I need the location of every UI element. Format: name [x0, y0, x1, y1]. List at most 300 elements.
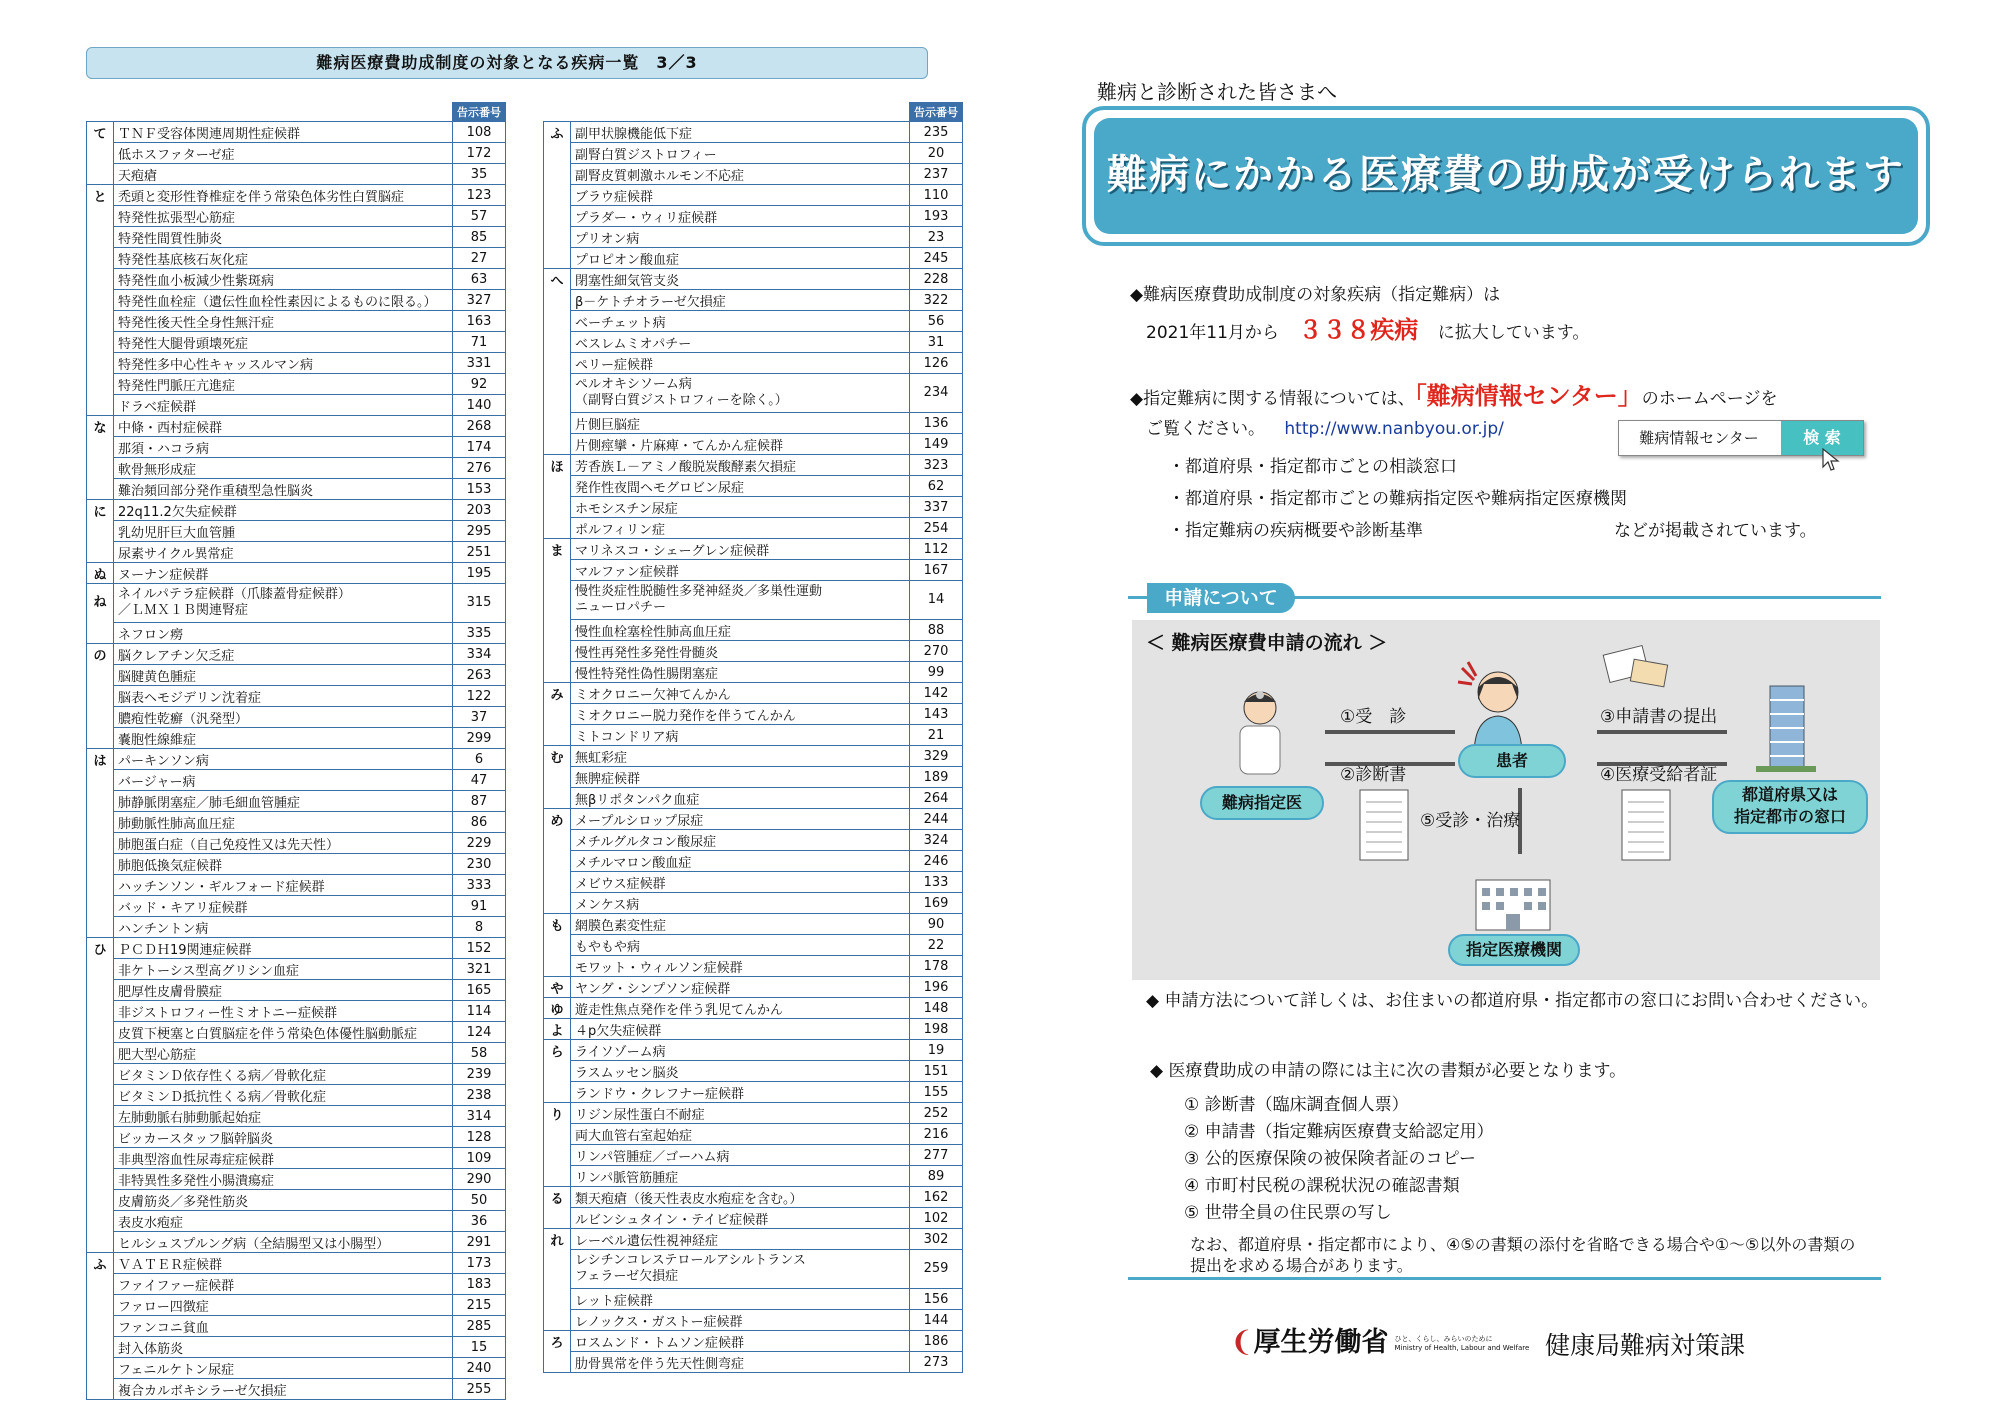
table-row: [544, 872, 963, 893]
note1: ◆ 申請方法について詳しくは、お住まいの都道府県・指定都市の窓口にお問い合わせください。: [1146, 991, 1879, 1011]
line2a: ◆指定難病に関する情報については、: [1130, 389, 1415, 409]
notice-number: 126: [910, 353, 963, 374]
label-certificate: ②診断書: [1340, 765, 1407, 785]
notice-number: 334: [453, 644, 506, 665]
flow-title: ＜ 難病医療費申請の流れ ＞: [1146, 632, 1388, 654]
table-row: [544, 788, 963, 809]
table-row: [87, 416, 506, 437]
disease-name: プラダー・ウィリ症候群: [571, 206, 910, 227]
table-row: [544, 539, 963, 560]
disease-name: 特発性血小板減少性紫斑病: [114, 269, 453, 290]
table-row: [87, 1127, 506, 1148]
kana-index: [87, 1379, 114, 1400]
table-row: [87, 728, 506, 749]
table-row: [87, 353, 506, 374]
kana-index: [544, 1124, 571, 1145]
table-row: [544, 851, 963, 872]
notice-number: 276: [453, 458, 506, 479]
search-input[interactable]: 難病情報センター: [1619, 421, 1779, 455]
disease-name: マリネスコ・シェーグレン症候群: [571, 539, 910, 560]
notice-number: 89: [910, 1166, 963, 1187]
disease-name: 特発性多中心性キャッスルマン病: [114, 353, 453, 374]
table-row: [87, 290, 506, 311]
search-button[interactable]: 検 索: [1781, 421, 1863, 455]
disease-name: 那須・ハコラ病: [114, 437, 453, 458]
disease-name: 肺胞低換気症候群: [114, 854, 453, 875]
table-row: [544, 122, 963, 143]
disease-name: ビッカースタッフ脳幹脳炎: [114, 1127, 453, 1148]
kana-index: の: [87, 644, 114, 665]
disease-name: 慢性再発性多発性骨髄炎: [571, 641, 910, 662]
notice-number: 229: [453, 833, 506, 854]
table-row: [544, 269, 963, 290]
kana-index: ぬ: [87, 563, 114, 584]
disease-name: 脳腱黄色腫症: [114, 665, 453, 686]
kana-index: [87, 1232, 114, 1253]
disease-name: 嚢胞性線維症: [114, 728, 453, 749]
notice-number: 244: [910, 809, 963, 830]
kana-index: [87, 728, 114, 749]
disease-name: ヤング・シンプソン症候群: [571, 977, 910, 998]
disease-name: ビタミンＤ抵抗性くる病／骨軟化症: [114, 1085, 453, 1106]
disease-name: バッド・キアリ症候群: [114, 896, 453, 917]
notice-number: 71: [453, 332, 506, 353]
notice-number: 27: [453, 248, 506, 269]
bottom-line: [1128, 1277, 1881, 1280]
kana-index: ひ: [87, 938, 114, 959]
disease-name: ミオクロニー欠神てんかん: [571, 683, 910, 704]
table-row: [87, 1316, 506, 1337]
notice-number: 173: [453, 1253, 506, 1274]
notice-number: 31: [910, 332, 963, 353]
disease-name: メビウス症候群: [571, 872, 910, 893]
notice-number: 270: [910, 641, 963, 662]
disease-name: 複合カルボキシラーゼ欠損症: [114, 1379, 453, 1400]
kana-index: [544, 1061, 571, 1082]
disease-name: 肥大型心筋症: [114, 1043, 453, 1064]
notice-number: 148: [910, 998, 963, 1019]
notice-number: 99: [910, 662, 963, 683]
disease-name: 片側痙攣・片麻痺・てんかん症候群: [571, 434, 910, 455]
kana-index: [544, 662, 571, 683]
disease-name: 天疱瘡: [114, 164, 453, 185]
notice-number: 6: [453, 749, 506, 770]
notice-number: 149: [910, 434, 963, 455]
disease-name: 副甲状腺機能低下症: [571, 122, 910, 143]
disease-name: 特発性大腿骨頭壊死症: [114, 332, 453, 353]
table-row: [544, 662, 963, 683]
table-row: [87, 938, 506, 959]
disease-name: ベスレムミオパチー: [571, 332, 910, 353]
kana-index: [87, 959, 114, 980]
kana-index: [87, 1316, 114, 1337]
table-row: [544, 1229, 963, 1250]
table-row: [544, 581, 963, 620]
table-row: [544, 1208, 963, 1229]
disease-name: 慢性炎症性脱髄性多発神経炎／多巣性運動 ニューロパチー: [571, 581, 910, 620]
disease-name: ラスムッセン脳炎: [571, 1061, 910, 1082]
kana-index: [87, 143, 114, 164]
table-row: [544, 1124, 963, 1145]
disease-name: メチルグルタコン酸尿症: [571, 830, 910, 851]
line1d: に拡大しています。: [1437, 323, 1590, 343]
table-row: [87, 623, 506, 644]
kana-index: [544, 893, 571, 914]
notice-number: 246: [910, 851, 963, 872]
table-row: [544, 476, 963, 497]
table-row: [87, 1295, 506, 1316]
notice-number: 165: [453, 980, 506, 1001]
table-row: [544, 455, 963, 476]
disease-name: ４p欠失症候群: [571, 1019, 910, 1040]
document-item: ② 申請書（指定難病医療費支給認定用）: [1184, 1122, 1494, 1142]
kana-index: [87, 332, 114, 353]
department: 健康局難病対策課: [1545, 1331, 1746, 1360]
kana-index: [544, 620, 571, 641]
notice-number: 196: [910, 977, 963, 998]
patient-pill: 患者: [1458, 744, 1566, 778]
notice-number: 228: [910, 269, 963, 290]
notice-number: 321: [453, 959, 506, 980]
table-row: [87, 980, 506, 1001]
col-header: 告示番号: [453, 103, 506, 122]
disease-name: ハッチンソン・ギルフォード症候群: [114, 875, 453, 896]
table-row: [544, 830, 963, 851]
disease-name: ハンチントン病: [114, 917, 453, 938]
disease-name: ビタミンＤ依存性くる病／骨軟化症: [114, 1064, 453, 1085]
table-row: [544, 809, 963, 830]
kana-index: [87, 1022, 114, 1043]
recipient-card-icon: [1620, 788, 1672, 862]
notice-number: 35: [453, 164, 506, 185]
disease-name: レーベル遺伝性視神経症: [571, 1229, 910, 1250]
disease-name: 軟骨無形成症: [114, 458, 453, 479]
kana-index: [544, 290, 571, 311]
table-row: [544, 353, 963, 374]
notice-number: 290: [453, 1169, 506, 1190]
notice-number: 252: [910, 1103, 963, 1124]
notice-number: 114: [453, 1001, 506, 1022]
table-row: [87, 332, 506, 353]
kana-index: [87, 896, 114, 917]
disease-name: 特発性門脈圧亢進症: [114, 374, 453, 395]
hospital-pill: 指定医療機関: [1448, 934, 1580, 966]
notice-number: 108: [453, 122, 506, 143]
disease-name: 非ジストロフィー性ミオトニー症候群: [114, 1001, 453, 1022]
kana-index: [87, 833, 114, 854]
notice-number: 264: [910, 788, 963, 809]
notice-number: 112: [910, 539, 963, 560]
notice-number: 215: [453, 1295, 506, 1316]
disease-name: 特発性後天性全身性無汗症: [114, 311, 453, 332]
kana-index: [87, 1337, 114, 1358]
kana-index: ふ: [544, 122, 571, 143]
disease-name: 脳表ヘモジデリン沈着症: [114, 686, 453, 707]
notice-number: 189: [910, 767, 963, 788]
kana-index: [544, 872, 571, 893]
table-row: [87, 854, 506, 875]
disease-name: 類天疱瘡（後天性表皮水疱症を含む。）: [571, 1187, 910, 1208]
line1b: 2021年11月から: [1146, 323, 1279, 343]
table-row: [87, 269, 506, 290]
table-row: [87, 1337, 506, 1358]
table-row: [87, 584, 506, 623]
disease-name: 発作性夜間ヘモグロビン尿症: [571, 476, 910, 497]
banner: [1082, 106, 1930, 246]
kana-index: [544, 434, 571, 455]
notice-number: 152: [453, 938, 506, 959]
kana-index: ふ: [87, 1253, 114, 1274]
kana-index: [87, 1064, 114, 1085]
disease-name: ヌーナン症候群: [114, 563, 453, 584]
office-pill: 都道府県又は 指定都市の窓口: [1712, 780, 1868, 834]
kana-index: [544, 1166, 571, 1187]
notice-number: 85: [453, 227, 506, 248]
kana-index: [87, 875, 114, 896]
kana-index: [87, 623, 114, 644]
kana-index: [87, 227, 114, 248]
notice-number: 295: [453, 521, 506, 542]
banner-title: 難病にかかる医療費の助成が受けられます: [1094, 118, 1918, 234]
ministry-en: Ministry of Health, Labour and Welfare: [1394, 1343, 1530, 1352]
notice-number: 314: [453, 1106, 506, 1127]
kana-index: へ: [544, 269, 571, 290]
kana-index: る: [544, 1187, 571, 1208]
notice-number: 238: [453, 1085, 506, 1106]
notice-number: 15: [453, 1337, 506, 1358]
kana-index: [87, 791, 114, 812]
disease-name: 左肺動脈右肺動脈起始症: [114, 1106, 453, 1127]
disease-name: 皮膚筋炎／多発性筋炎: [114, 1190, 453, 1211]
table-row: [544, 332, 963, 353]
table-row: [87, 374, 506, 395]
kana-index: [544, 185, 571, 206]
kana-index: [544, 374, 571, 413]
notice-number: 90: [910, 914, 963, 935]
kana-index: [544, 1145, 571, 1166]
notice-number: 128: [453, 1127, 506, 1148]
disease-name: 皮質下梗塞と白質脳症を伴う常染色体優性脳動脈症: [114, 1022, 453, 1043]
table-row: [87, 206, 506, 227]
notice-number: 251: [453, 542, 506, 563]
kana-index: [87, 290, 114, 311]
disease-name: 難治頻回部分発作重積型急性脳炎: [114, 479, 453, 500]
disease-table-2: [543, 102, 963, 1373]
kana-index: [87, 521, 114, 542]
flow-diagram: [1132, 620, 1880, 980]
kana-index: [544, 641, 571, 662]
table-row: [544, 914, 963, 935]
table-row: [87, 164, 506, 185]
disease-name: 副腎白質ジストロフィー: [571, 143, 910, 164]
document-item: ⑤ 世帯全員の住民票の写し: [1184, 1203, 1392, 1223]
kana-index: [544, 227, 571, 248]
kana-index: [87, 1148, 114, 1169]
table-row: [544, 956, 963, 977]
table-row: [544, 620, 963, 641]
kana-index: [87, 686, 114, 707]
certificate-form-icon: [1358, 788, 1410, 862]
table-row: [544, 311, 963, 332]
kana-index: [544, 581, 571, 620]
ministry-logo: [1230, 1320, 1529, 1359]
table-row: [544, 1040, 963, 1061]
kana-index: [544, 1250, 571, 1289]
kana-index: [87, 206, 114, 227]
table-row: [87, 959, 506, 980]
kana-index: [87, 479, 114, 500]
kana-index: [544, 767, 571, 788]
kana-index: [544, 935, 571, 956]
table-row: [544, 746, 963, 767]
notice-number: 163: [453, 311, 506, 332]
kana-index: [544, 164, 571, 185]
table-row: [87, 122, 506, 143]
disease-name: リンパ管腫症／ゴーハム病: [571, 1145, 910, 1166]
kana-index: [544, 332, 571, 353]
notice-number: 230: [453, 854, 506, 875]
disease-name: リンパ脈管筋腫症: [571, 1166, 910, 1187]
disease-name: 無虹彩症: [571, 746, 910, 767]
notice-number: 193: [910, 206, 963, 227]
notice-number: 144: [910, 1310, 963, 1331]
table-row: [87, 1064, 506, 1085]
kana-index: [544, 956, 571, 977]
table-row: [544, 497, 963, 518]
disease-name: ファロー四徴症: [114, 1295, 453, 1316]
notice-number: 57: [453, 206, 506, 227]
notice-number: 324: [910, 830, 963, 851]
disease-name: ＰＣＤＨ19関連症候群: [114, 938, 453, 959]
disease-name: 肥厚性皮膚骨膜症: [114, 980, 453, 1001]
notice-number: 56: [910, 311, 963, 332]
kana-index: [87, 353, 114, 374]
bullet3b: などが掲載されています。: [1614, 521, 1817, 541]
kana-index: [87, 707, 114, 728]
table-row: [87, 458, 506, 479]
kana-index: [544, 788, 571, 809]
disease-name: 表皮水疱症: [114, 1211, 453, 1232]
table-row: [87, 812, 506, 833]
table-row: [87, 707, 506, 728]
notice-number: 92: [453, 374, 506, 395]
kana-index: と: [87, 185, 114, 206]
kana-index: [87, 269, 114, 290]
table-row: [544, 1331, 963, 1352]
disease-name: 22q11.2欠失症候群: [114, 500, 453, 521]
kana-index: [87, 164, 114, 185]
notice-number: 23: [910, 227, 963, 248]
notice-number: 302: [910, 1229, 963, 1250]
kana-index: [544, 851, 571, 872]
disease-name: ファイファー症候群: [114, 1274, 453, 1295]
notice-number: 315: [453, 584, 506, 623]
table-row: [544, 1082, 963, 1103]
table-row: [87, 227, 506, 248]
notice-number: 245: [910, 248, 963, 269]
kana-index: [544, 413, 571, 434]
notice-number: 14: [910, 581, 963, 620]
disease-name: モワット・ウィルソン症候群: [571, 956, 910, 977]
disease-name: 肺動脈性肺高血圧症: [114, 812, 453, 833]
doctor-icon: [1230, 686, 1290, 778]
disease-name: メチルマロン酸血症: [571, 851, 910, 872]
table-row: [87, 1085, 506, 1106]
notice-number: 124: [453, 1022, 506, 1043]
notice-number: 22: [910, 935, 963, 956]
logo-mark-icon: ❨: [1230, 1325, 1254, 1358]
notice-number: 20: [910, 143, 963, 164]
disease-name: ランドウ・クレフナー症候群: [571, 1082, 910, 1103]
disease-name: バージャー病: [114, 770, 453, 791]
disease-name: 禿頭と変形性脊椎症を伴う常染色体劣性白質脳症: [114, 185, 453, 206]
disease-name: ネイルパテラ症候群（爪膝蓋骨症候群） ／ＬＭＸ１Ｂ関連腎症: [114, 584, 453, 623]
table-row: [544, 1103, 963, 1124]
table-row: [544, 1310, 963, 1331]
table-row: [544, 767, 963, 788]
notice-number: 47: [453, 770, 506, 791]
kana-index: [544, 1289, 571, 1310]
kana-index: み: [544, 683, 571, 704]
disease-name: メンケス病: [571, 893, 910, 914]
notice-number: 140: [453, 395, 506, 416]
label-treatment: ⑤受診・治療: [1420, 811, 1521, 831]
table-row: [87, 896, 506, 917]
kana-index: [544, 206, 571, 227]
table-row: [87, 395, 506, 416]
notice-number: 178: [910, 956, 963, 977]
notice-number: 136: [910, 413, 963, 434]
hospital-building-icon: [1472, 870, 1554, 932]
table-row: [87, 311, 506, 332]
disease-name: ミトコンドリア病: [571, 725, 910, 746]
kana-index: [87, 1211, 114, 1232]
notice-number: 50: [453, 1190, 506, 1211]
bullet3: ・指定難病の疾病概要や診断基準: [1168, 521, 1423, 541]
bullet1: ・都道府県・指定都市ごとの相談窓口: [1168, 457, 1457, 477]
disease-name: 低ホスファターゼ症: [114, 143, 453, 164]
table-row: [544, 704, 963, 725]
col-header: 告示番号: [910, 103, 963, 122]
notice-number: 273: [910, 1352, 963, 1373]
kana-index: [544, 1310, 571, 1331]
kana-index: [87, 812, 114, 833]
kana-index: [544, 725, 571, 746]
disease-name: ファンコニ貧血: [114, 1316, 453, 1337]
table-row: [544, 164, 963, 185]
disease-name: マルファン症候群: [571, 560, 910, 581]
table-row: [87, 644, 506, 665]
kana-index: [544, 1208, 571, 1229]
disease-name: 両大血管右室起始症: [571, 1124, 910, 1145]
ministry-tagline: ひと、くらし、みらいのために: [1394, 1334, 1493, 1343]
url-link[interactable]: http://www.nanbyou.or.jp/: [1284, 419, 1504, 439]
disease-name: メープルシロップ尿症: [571, 809, 910, 830]
notice-number: 8: [453, 917, 506, 938]
kana-index: ま: [544, 539, 571, 560]
notice-number: 237: [910, 164, 963, 185]
notice-number: 335: [453, 623, 506, 644]
notice-number: 263: [453, 665, 506, 686]
kana-index: [87, 1358, 114, 1379]
disease-name: フェニルケトン尿症: [114, 1358, 453, 1379]
section-tag: 申請について: [1147, 583, 1295, 613]
notice-number: 155: [910, 1082, 963, 1103]
table-row: [87, 542, 506, 563]
kana-index: [87, 854, 114, 875]
table-row: [544, 434, 963, 455]
label-submit: ③申請書の提出: [1600, 707, 1718, 727]
